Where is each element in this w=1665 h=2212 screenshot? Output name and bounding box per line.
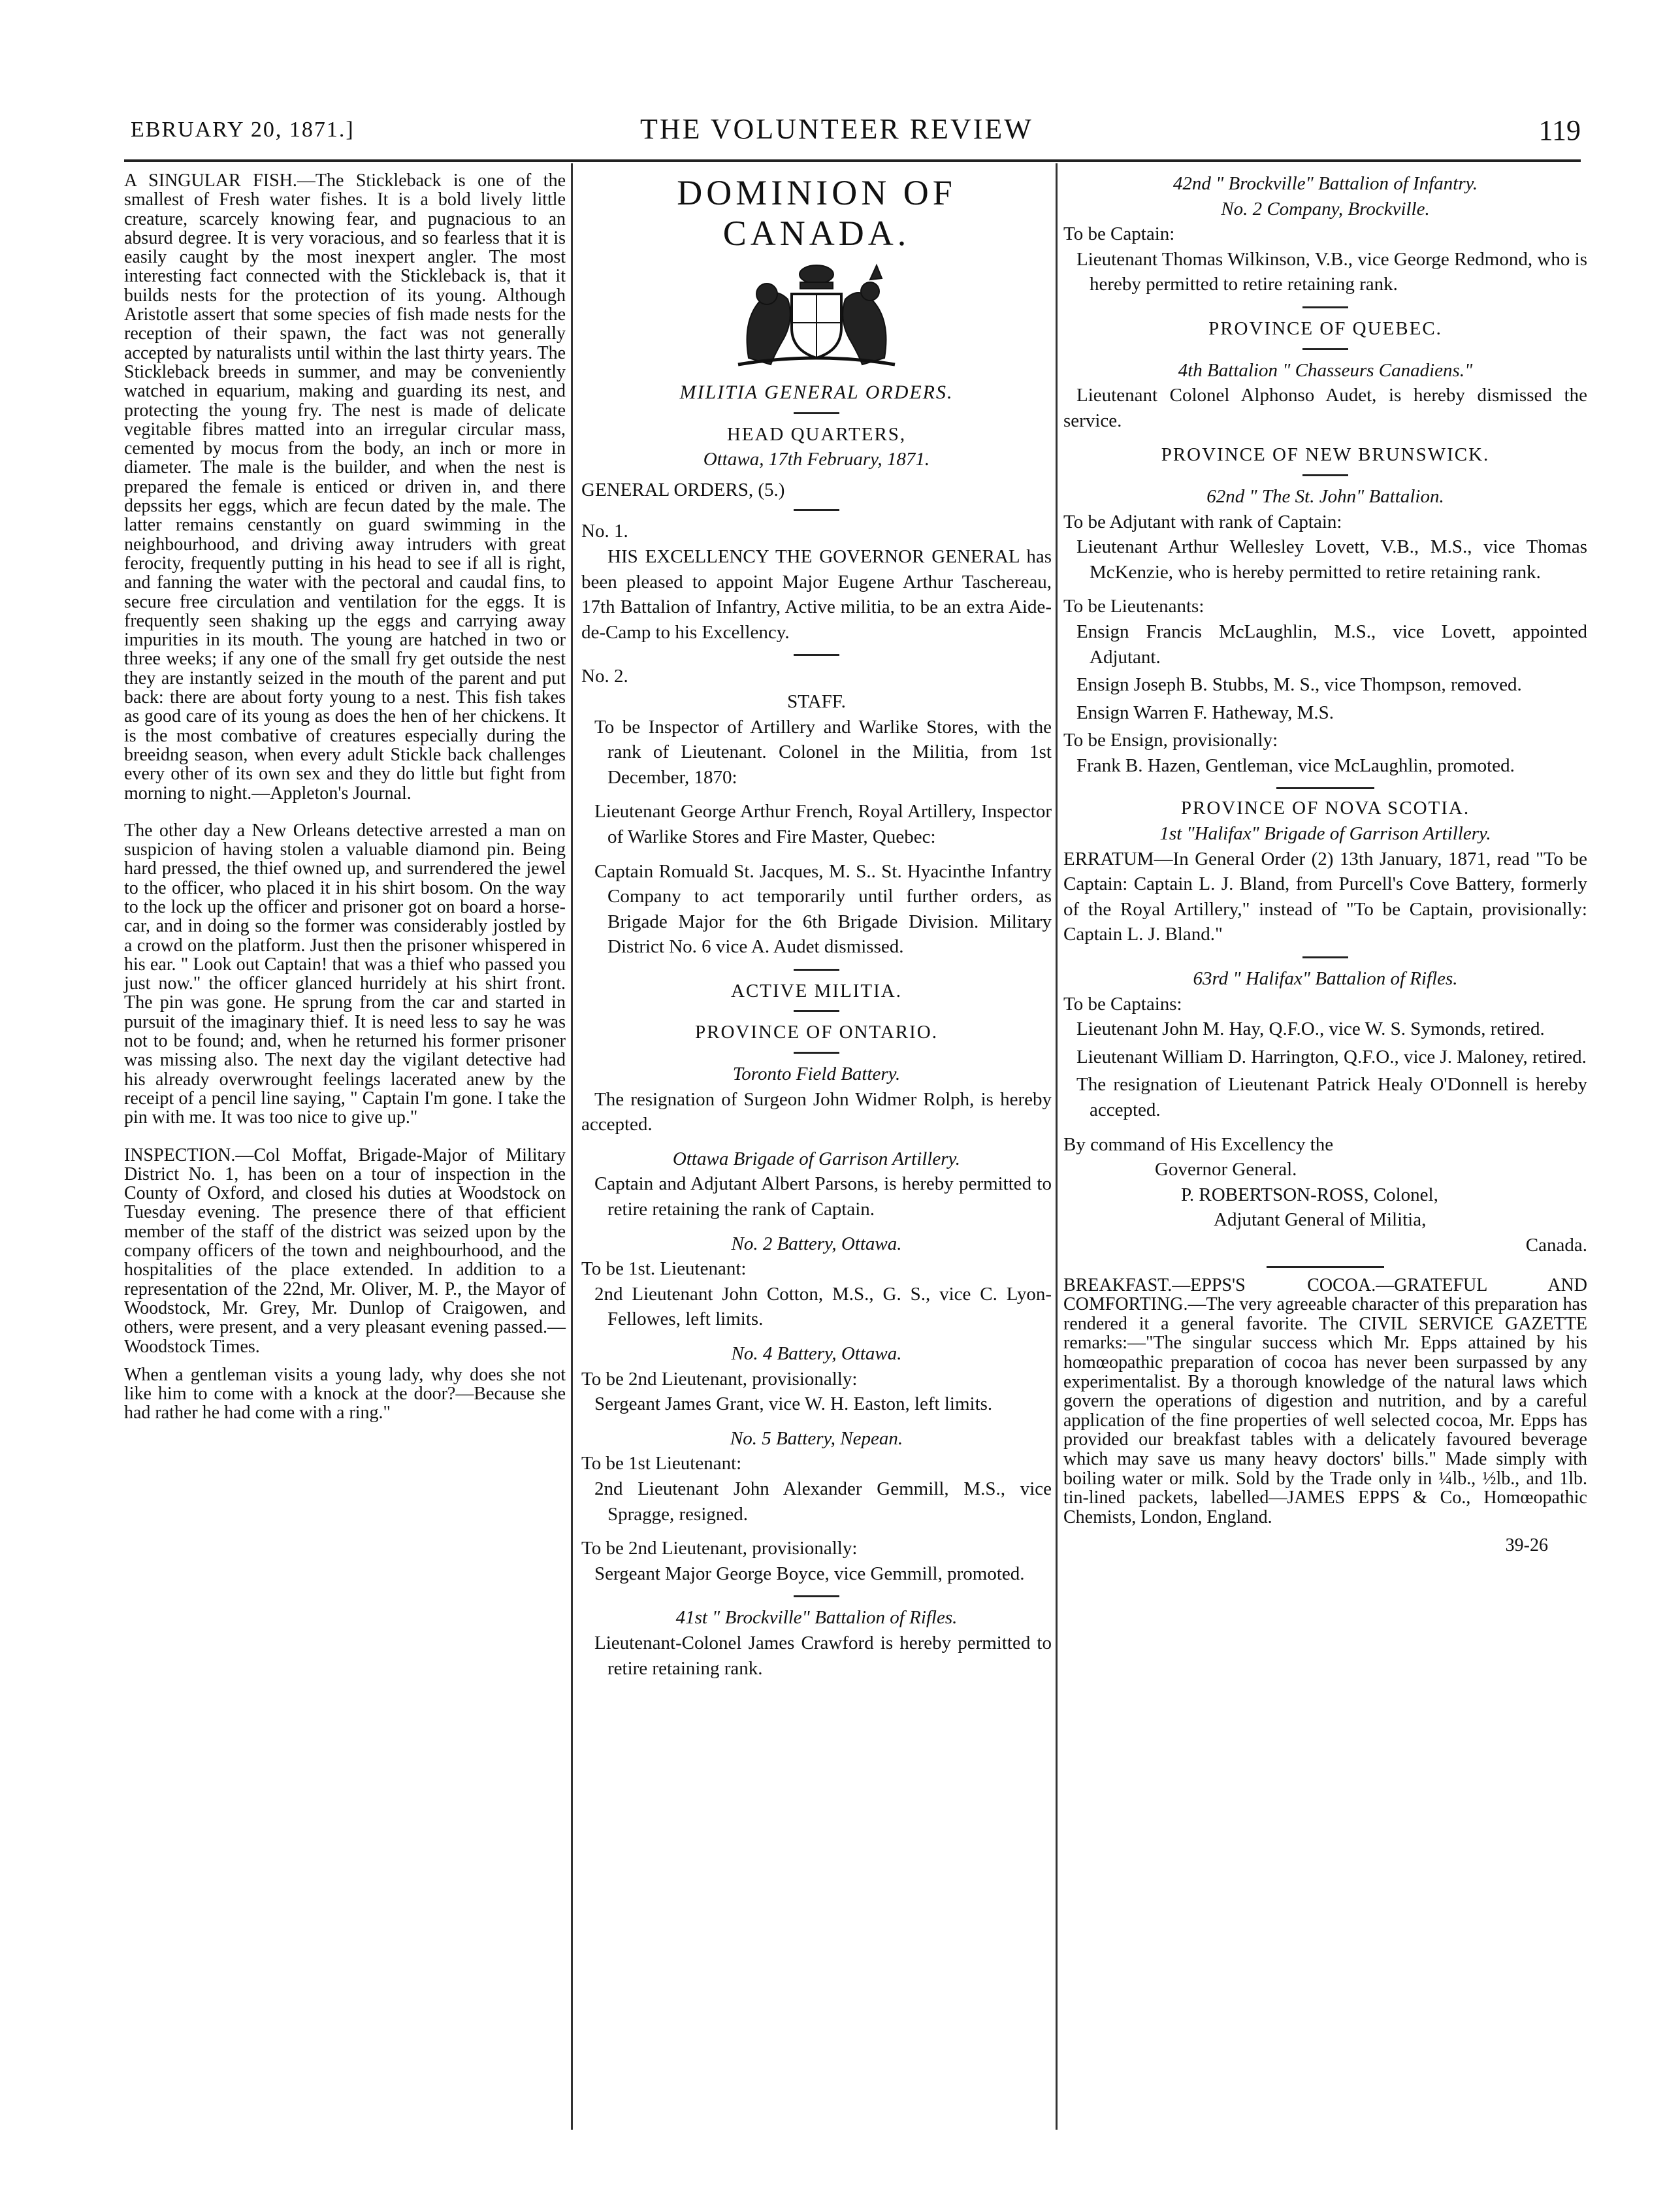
battery-no-5-text-2: Sergeant Major George Boyce, vice Gemmill, promoted. — [594, 1563, 1025, 1584]
divider — [794, 509, 839, 511]
column-divider-2 — [1056, 163, 1058, 2130]
battery-no-2: No. 2 Battery, Ottawa. — [731, 1233, 902, 1254]
rifles-41st-text: Lieutenant-Colonel James Crawford is hereby permitted to retire retaining rank. — [594, 1632, 1052, 1679]
order-no-1-text: HIS EXCELLENCY THE GOVERNOR GENERAL has been pleased to appoint Major Eugene Arthur Taschereau, 17th Battalion of Infantry, Active militia, to be an extra Aide-de-Camp to his Excellency. — [581, 545, 1052, 643]
battery-no-4-text: Sergeant James Grant, vice W. H. Easton, left limits. — [594, 1393, 993, 1415]
battalion-62nd-item-3: Ensign Warren F. Hatheway, M.S. — [1076, 702, 1334, 723]
province-ontario-heading: PROVINCE OF ONTARIO. — [695, 1022, 938, 1043]
battalion-62nd-item-2: Ensign Joseph B. Stubbs, M. S., vice Thompson, removed. — [1076, 674, 1522, 696]
divider — [794, 969, 839, 971]
battalion-62nd-lead-2: To be Lieutenants: — [1063, 596, 1204, 617]
staff-lead: To be Inspector of Artillery and Warlike Stores, with the rank of Lieutenant. Colonel in the Militia, from 1st December, 1870: — [594, 716, 1052, 788]
newspaper-title: THE VOLUNTEER REVIEW — [640, 113, 1033, 145]
ottawa-brigade-text: Captain and Adjutant Albert Parsons, is hereby permitted to retire retaining the rank of Captain. — [594, 1173, 1052, 1220]
command-line-2: Governor General. — [1155, 1159, 1297, 1180]
battalion-63rd-item-2: Lieutenant William D. Harrington, Q.F.O., vice J. Maloney, retired. — [1076, 1046, 1587, 1067]
article-joke: When a gentleman visits a young lady, why does she not like him to come with a knock at the door?—Because she had rather he had come with a ring." — [124, 1364, 566, 1423]
toronto-text: The resignation of Surgeon John Widmer Rolph, is hereby accepted. — [581, 1088, 1052, 1135]
issue-date: EBRUARY 20, 1871.] — [131, 118, 355, 142]
battalion-62nd-text: Lieutenant Arthur Wellesley Lovett, V.B., M.S., vice Thomas McKenzie, who is hereby permitted to retire retaining rank. — [1076, 536, 1587, 583]
page-number: 119 — [1538, 114, 1581, 146]
battalion-63rd: 63rd " Halifax" Battalion of Rifles. — [1193, 968, 1458, 990]
divider — [1267, 1266, 1384, 1268]
battery-no-4-lead: To be 2nd Lieutenant, provisionally: — [581, 1368, 858, 1390]
divider — [794, 412, 839, 414]
signer-name: P. ROBERTSON-ROSS, Colonel, — [1181, 1184, 1438, 1205]
article-singular-fish: A SINGULAR FISH.—The Stickleback is one of the smallest of Fresh water fishes. It is a bold lively little creature, scarcely knowing fear, and pugnacious to an absurd degree. It is very voracious, and so fearless that it is easily caught by the most inexpert angler. The most interesting fact connected with the Stickleback is, that it builds nests for the protection of its young. Although Aristotle assert that some species of fish made nests for the reception of their spawn, the fact was not generally accepted by naturalists until within the last thirty years. The Stickleback breeds in summer, and may be conveniently watched in equarium, making and guarding its nest, and protecting the young fry. The nest is made of delicate vegitable fibres matted into an irregular circular mass, cemented by mocus from the body, an inch or more in diameter. The male is the builder, and when the nest is prepared the female is enticed or driven in, and there depssits her eggs, which are fecun dated by the male. The latter remains censtantly on guard swimming in the neighbourhood, and driving away intruders with great ferocity, frequently putting in his head to see if all is right, and fanning the water with the pectoral and caudal fins, to secure free circulation and ventilation for the eggs. It is frequently seen shaking up the eggs and carrying away impurities in its mouth. The young are hatched in two or three weeks; if any one of the small fry get outside the nest they are instantly seized in the mouth of the parent and put back: there are about forty young to a nest. This fish takes as good care of its young as does the hen of her chickens. It is the most combative of creatures especially during the breeidng season, when every adult Stickle back challenges every other of its own sex and they do little but fight from morning to night.—Appleton's Journal. — [124, 171, 566, 804]
divider — [1302, 348, 1348, 350]
battalion-62nd-item-4: Frank B. Hazen, Gentleman, vice McLaughlin, promoted. — [1076, 755, 1515, 776]
divider — [1276, 787, 1374, 789]
page-header — [131, 110, 1581, 155]
divider — [794, 1052, 839, 1054]
battalion-62nd-item-1: Ensign Francis McLaughlin, M.S., vice Lovett, appointed Adjutant. — [1076, 621, 1587, 668]
battalion-62nd-lead: To be Adjutant with rank of Captain: — [1063, 511, 1342, 532]
province-quebec-heading: PROVINCE OF QUEBEC. — [1208, 317, 1442, 339]
divider — [794, 1595, 839, 1597]
battery-no-2-text: 2nd Lieutenant John Cotton, M.S., G. S., vice C. Lyon-Fellowes, left limits. — [594, 1283, 1052, 1330]
column-middle — [581, 171, 1052, 1690]
battery-no-5-lead-2: To be 2nd Lieutenant, provisionally: — [581, 1538, 858, 1559]
divider — [794, 654, 839, 656]
divider — [1302, 306, 1348, 308]
battalion-63rd-item-3: The resignation of Lieutenant Patrick Healy O'Donnell is hereby accepted. — [1076, 1074, 1587, 1120]
battalion-42nd-company: No. 2 Company, Brockville. — [1221, 198, 1430, 220]
active-militia-heading: ACTIVE MILITIA. — [731, 980, 902, 1001]
province-nova-scotia-heading: PROVINCE OF NOVA SCOTIA. — [1180, 798, 1470, 819]
dominion-heading: DOMINION OF CANADA. — [677, 173, 956, 253]
battery-no-5-text: 2nd Lieutenant John Alexander Gemmill, M.S., vice Spragge, resigned. — [594, 1478, 1052, 1525]
battalion-63rd-item-1: Lieutenant John M. Hay, Q.F.O., vice W. S. Symonds, retired. — [1076, 1018, 1545, 1040]
staff-french: Lieutenant George Arthur French, Royal Artillery, Inspector of Warlike Stores and Fire Master, Quebec: — [594, 801, 1052, 847]
toronto-field-battery: Toronto Field Battery. — [732, 1064, 901, 1085]
ottawa-brigade: Ottawa Brigade of Garrison Artillery. — [672, 1148, 961, 1169]
orders-title: MILITIA GENERAL ORDERS. — [679, 382, 954, 403]
advert-epps-cocoa: BREAKFAST.—EPPS'S COCOA.—GRATEFUL AND COMFORTING.—The very agreeable character of this preparation has rendered it a general favorite. The CIVIL SERVICE GAZETTE remarks:—"The singular success which Mr. Epps attained by his homœopathic preparation of cocoa has never been surpassed by any experimentalist. By a thorough knowledge of the natural laws which govern the operations of digestion and nutrition, and by a careful application of the fine properties of well selected cocoa, Mr. Epps has provided our breakfast tables with a delicately favoured beverage which may save us many heavy doctors' bills." Made simply with boiling water or milk. Sold by the Trade only in ¼lb., ½lb., and 1lb. tin-lined packets, labelled—JAMES EPPS & Co., Homœopathic Chemists, London, England. — [1063, 1275, 1587, 1527]
general-orders-label: GENERAL ORDERS, (5.) — [581, 479, 785, 500]
battery-no-2-lead: To be 1st. Lieutenant: — [581, 1258, 747, 1280]
battalion-4th-chasseurs: 4th Battalion " Chasseurs Canadiens." — [1178, 359, 1473, 381]
battalion-4th-text: Lieutenant Colonel Alphonso Audet, is hereby dismissed the service. — [1063, 385, 1587, 431]
staff-heading: STAFF. — [787, 691, 846, 712]
order-no-1: No. 1. — [581, 521, 628, 542]
column-right — [1063, 171, 1587, 1555]
battalion-42nd-lead: To be Captain: — [1063, 223, 1175, 245]
head-quarters: HEAD QUARTERS, — [726, 423, 907, 445]
column-left — [124, 171, 566, 1432]
battalion-63rd-lead: To be Captains: — [1063, 993, 1182, 1015]
coat-of-arms-icon — [719, 260, 914, 371]
column-divider-1 — [571, 163, 573, 2130]
erratum-text: ERRATUM—In General Order (2) 13th January, 1871, read "To be Captain: Captain L. J. Bland, from Purcell's Cove Battery, formerly of the Royal Artillery," instead of "To be Captain, provisionally: Captain L. J. Bland." — [1063, 848, 1587, 945]
advert-code: 39-26 — [1505, 1535, 1548, 1556]
rifles-41st: 41st " Brockville" Battalion of Rifles. — [675, 1607, 958, 1629]
signer-title: Adjutant General of Militia, — [1214, 1209, 1427, 1231]
place-date: Ottawa, 17th February, 1871. — [703, 449, 930, 470]
article-new-orleans-detective: The other day a New Orleans detective arrested a man on suspicion of having stolen a valuable diamond pin. Being hard pressed, the thief owned up, and surrendered the jewel to the officer, who placed it in his shirt bosom. On the way to the lock up the officer and prisoner got on board a horse-car, and in doing so the former was considerably jostled by a crowd on the platform. Just then the prisoner whispered in his ear. " Look out Captain! that was a thief who passed you just now." the officer glanced hurridely at his shirt front. The pin was gone. He sprung from the car and started in pursuit of the imaginary thief. It is need less to say he was not to be found; and, when he returned his former prisoner was missing also. The next day the vigilant detective had his already overwrought feelings lacerated anew by the receipt of a pencil line saying, " Captain I'm gone. I take the pin with me. It was too nice to give up." — [124, 820, 566, 1128]
battalion-42nd-text: Lieutenant Thomas Wilkinson, V.B., vice George Redmond, who is hereby permitted to retire retaining rank. — [1076, 248, 1587, 295]
divider — [794, 1010, 839, 1012]
battalion-42nd: 42nd " Brockville" Battalion of Infantry. — [1172, 173, 1478, 194]
battery-no-5-lead: To be 1st Lieutenant: — [581, 1453, 742, 1474]
battery-no-4: No. 4 Battery, Ottawa. — [731, 1343, 902, 1364]
staff-st-jacques: Captain Romuald St. Jacques, M. S.. St. Hyacinthe Infantry Company to act temporarily until further orders, as Brigade Major for the 6th Brigade Division. Military District No. 6 vice A. Audet dismissed. — [594, 860, 1052, 958]
signer-country: Canada. — [1525, 1234, 1587, 1256]
order-no-2: No. 2. — [581, 666, 628, 687]
article-inspection: INSPECTION.—Col Moffat, Brigade-Major of Military District No. 1, has been on a tour of inspection in the County of Oxford, and closed his duties at Woodstock on Tuesday evening. The presence there of that efficient member of the staff of the district was seized upon by the company officers of the town and neighbourhood, and the hospitalities of the place extended. In addition to a representation of the 22nd, Mr. Oliver, M. P., the Mayor of Woodstock, Mr. Grey, Mr. Dunlop of Craigowen, and others, were present, and a very pleasant evening passed.—Woodstock Times. — [124, 1145, 566, 1357]
header-rule — [124, 159, 1581, 162]
halifax-brigade: 1st "Halifax" Brigade of Garrison Artillery. — [1159, 823, 1491, 845]
command-line: By command of His Excellency the — [1063, 1133, 1334, 1155]
battery-no-5: No. 5 Battery, Nepean. — [730, 1427, 903, 1449]
divider — [1302, 474, 1348, 476]
battalion-62nd: 62nd " The St. John" Battalion. — [1206, 485, 1444, 507]
divider — [1302, 956, 1348, 958]
province-new-brunswick-heading: PROVINCE OF NEW BRUNSWICK. — [1161, 444, 1490, 466]
battalion-62nd-lead-3: To be Ensign, provisionally: — [1063, 730, 1278, 751]
